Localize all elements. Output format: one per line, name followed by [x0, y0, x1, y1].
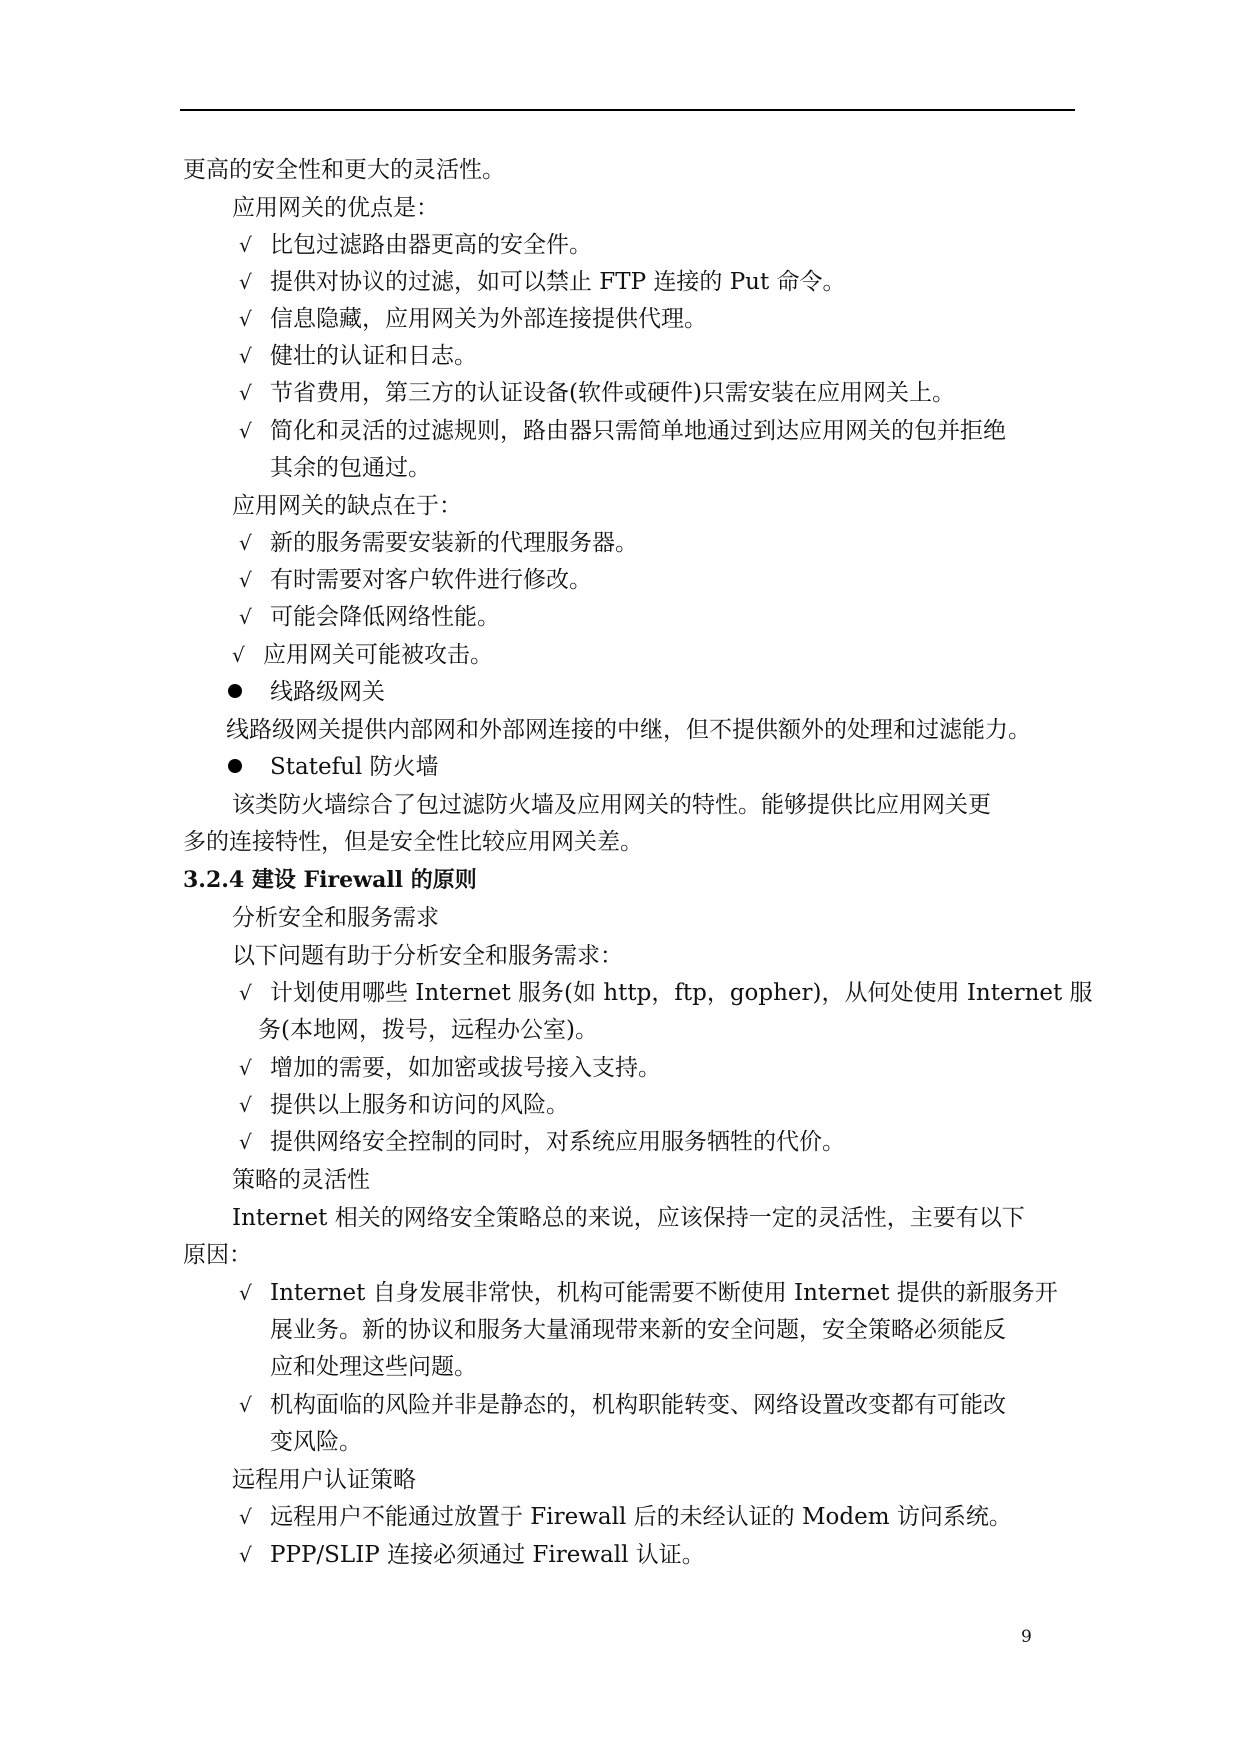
list-item: 节省费用，第三方的认证设备(软件或硬件)只需安装在应用网关上。: [270, 380, 955, 406]
header-rule: [180, 109, 1075, 111]
text-line: 该类防火墙综合了包过滤防火墙及应用网关的特性。能够提供比应用网关更: [232, 792, 991, 818]
list-item-continuation: 变风险。: [270, 1429, 362, 1455]
list-item: 新的服务需要安装新的代理服务器。: [270, 530, 638, 556]
check-icon: √: [239, 531, 252, 555]
text-line: 以下问题有助于分析安全和服务需求：: [232, 943, 623, 969]
section-heading: 3.2.4 建设 Firewall 的原则: [183, 867, 477, 893]
list-item: 健壮的认证和日志。: [270, 343, 477, 369]
list-item: 比包过滤路由器更高的安全件。: [270, 232, 592, 258]
check-icon: √: [239, 270, 252, 294]
list-item-continuation: 应和处理这些问题。: [270, 1354, 477, 1380]
text-line: 策略的灵活性: [232, 1167, 370, 1193]
check-icon: √: [232, 643, 245, 667]
bullet-item: 线路级网关: [270, 679, 385, 705]
list-item: 应用网关可能被攻击。: [263, 642, 493, 668]
list-item-continuation: 务(本地网，拨号，远程办公室)。: [258, 1017, 598, 1043]
check-icon: √: [239, 981, 252, 1005]
list-item-continuation: 其余的包通过。: [270, 455, 431, 481]
check-icon: √: [239, 381, 252, 405]
list-item: 远程用户不能通过放置于 Firewall 后的未经认证的 Modem 访问系统。: [270, 1504, 1012, 1530]
check-icon: √: [239, 1281, 252, 1305]
bullet-item: Stateful 防火墙: [270, 754, 439, 780]
text-line: 应用网关的缺点在于：: [232, 493, 462, 519]
text-line: 原因：: [183, 1242, 252, 1268]
list-item-continuation: 展业务。新的协议和服务大量涌现带来新的安全问题，安全策略必须能反: [270, 1317, 1006, 1343]
check-icon: √: [239, 1393, 252, 1417]
list-item: 增加的需要，如加密或拔号接入支持。: [270, 1055, 661, 1081]
check-icon: √: [239, 1130, 252, 1154]
list-item: 信息隐藏，应用网关为外部连接提供代理。: [270, 306, 707, 332]
bullet-icon: [228, 759, 242, 773]
page-number: 9: [1021, 1627, 1032, 1647]
list-item: 提供以上服务和访问的风险。: [270, 1092, 569, 1118]
check-icon: √: [239, 307, 252, 331]
list-item: 有时需要对客户软件进行修改。: [270, 567, 592, 593]
bullet-icon: [228, 684, 242, 698]
check-icon: √: [239, 1093, 252, 1117]
check-icon: √: [239, 1056, 252, 1080]
check-icon: √: [239, 1505, 252, 1529]
text-line: 远程用户认证策略: [232, 1467, 416, 1493]
text-line: 分析安全和服务需求: [232, 905, 439, 931]
check-icon: √: [239, 419, 252, 443]
check-icon: √: [239, 344, 252, 368]
list-item: PPP/SLIP 连接必须通过 Firewall 认证。: [270, 1542, 705, 1568]
list-item: Internet 自身发展非常快，机构可能需要不断使用 Internet 提供的新服务开: [270, 1280, 1058, 1306]
list-item: 提供网络安全控制的同时，对系统应用服务牺牲的代价。: [270, 1129, 845, 1155]
text-line: 多的连接特性，但是安全性比较应用网关差。: [183, 829, 643, 855]
text-line: 线路级网关提供内部网和外部网连接的中继，但不提供额外的处理和过滤能力。: [226, 717, 1031, 743]
check-icon: √: [239, 1543, 252, 1567]
text-line: 应用网关的优点是：: [232, 195, 439, 221]
text-line: Internet 相关的网络安全策略总的来说，应该保持一定的灵活性，主要有以下: [232, 1205, 1025, 1231]
list-item: 简化和灵活的过滤规则，路由器只需简单地通过到达应用网关的包并拒绝: [270, 418, 1006, 444]
check-icon: √: [239, 233, 252, 257]
list-item: 可能会降低网络性能。: [270, 604, 500, 630]
list-item: 计划使用哪些 Internet 服务(如 http，ftp，gopher)，从何处使用 Internet 服: [270, 980, 1093, 1006]
text-line: 更高的安全性和更大的灵活性。: [183, 157, 505, 183]
list-item: 提供对协议的过滤，如可以禁止 FTP 连接的 Put 命令。: [270, 269, 846, 295]
check-icon: √: [239, 568, 252, 592]
check-icon: √: [239, 605, 252, 629]
list-item: 机构面临的风险并非是静态的，机构职能转变、网络设置改变都有可能改: [270, 1392, 1006, 1418]
